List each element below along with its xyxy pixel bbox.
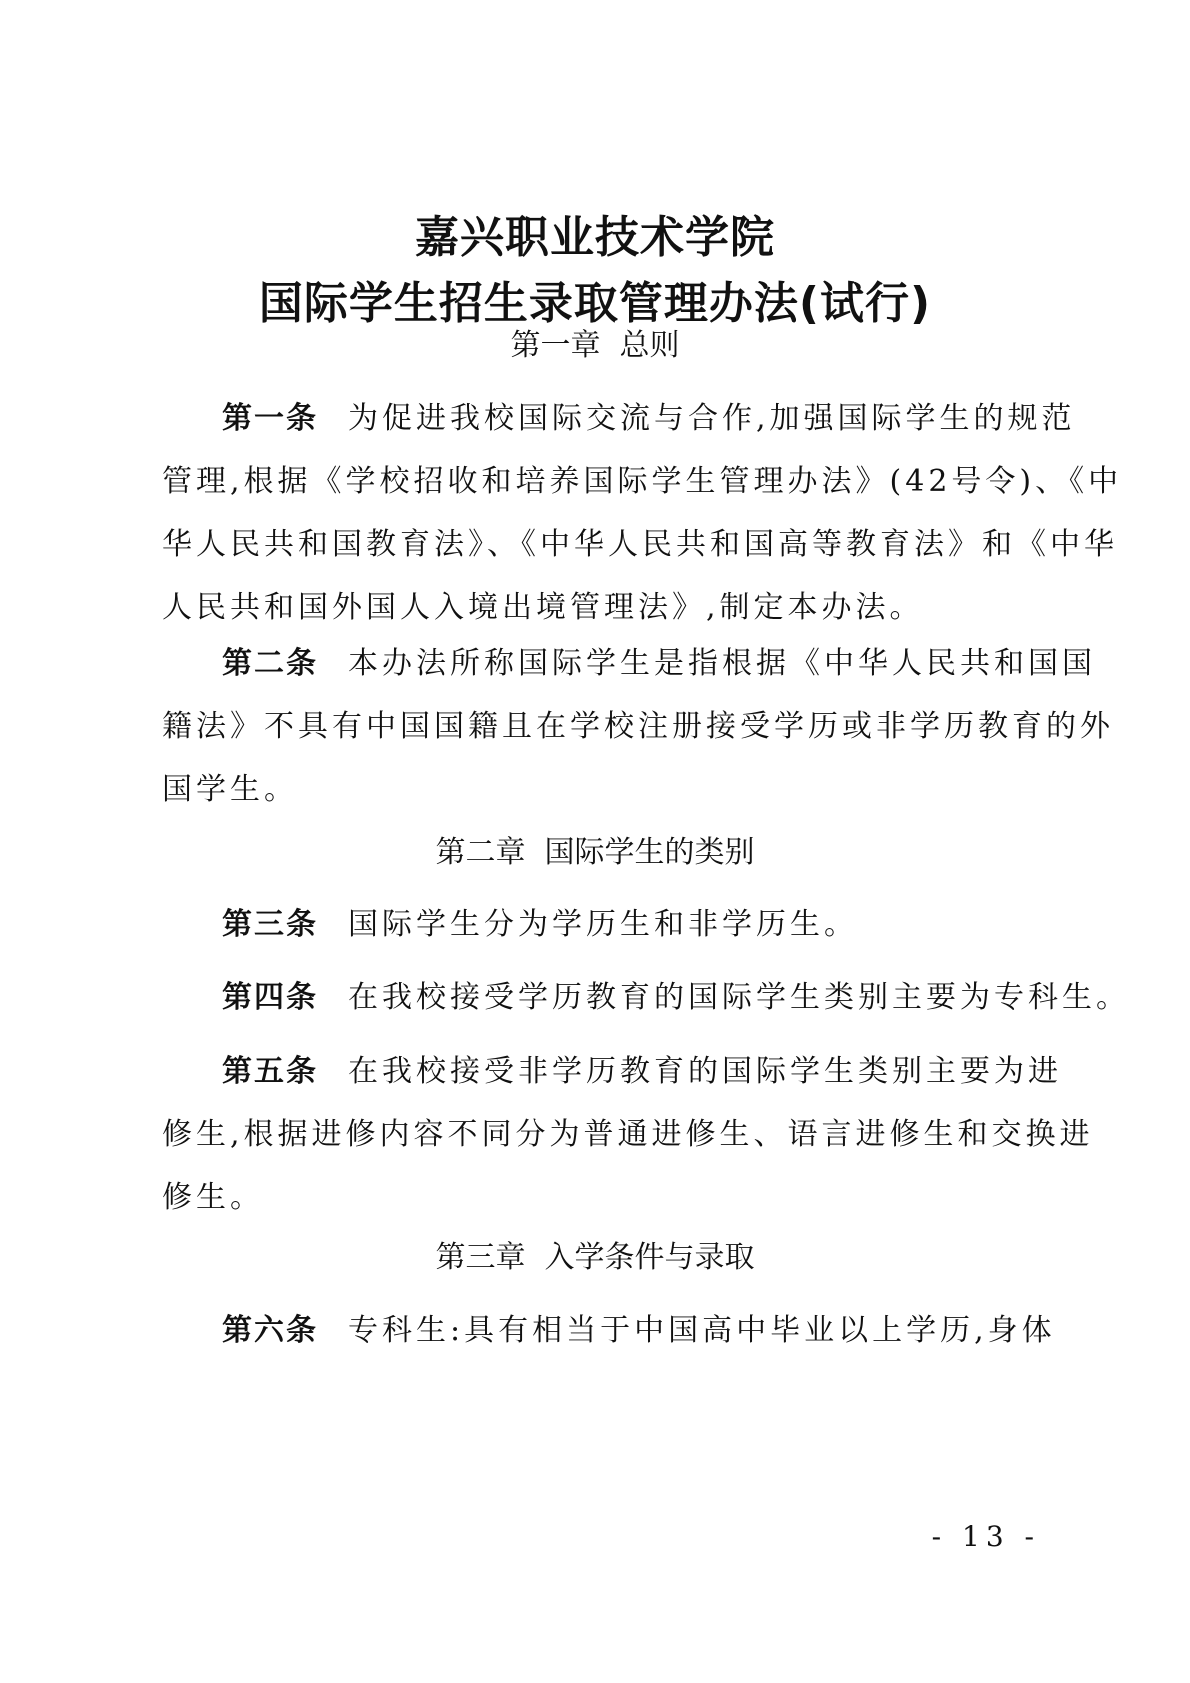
article-text: 籍法》不具有中国国籍且在学校注册接受学历或非学历教育的外 [162, 709, 1114, 744]
article-4 [162, 966, 1130, 1029]
article-text: 为促进我校国际交流与合作,加强国际学生的规范 [348, 401, 1076, 436]
article-label: 第四条 [222, 980, 318, 1015]
article-5 [162, 1040, 1094, 1229]
article-6 [162, 1299, 1056, 1362]
chapter-heading-2: 第二章 国际学生的类别 [435, 835, 755, 870]
article-text: 修生。 [162, 1180, 264, 1215]
article-text: 华人民共和国教育法》、《中华人民共和国高等教育法》和《中华 [162, 527, 1118, 562]
chapter-heading-3: 第三章 入学条件与录取 [435, 1240, 755, 1275]
article-text: 修生,根据进修内容不同分为普通进修生、语言进修生和交换进 [162, 1117, 1094, 1152]
page-number: - 13 - [931, 1520, 1040, 1553]
article-2 [162, 632, 1114, 821]
article-text: 国际学生分为学历生和非学历生。 [348, 907, 858, 942]
article-label: 第二条 [222, 646, 318, 681]
article-label: 第三条 [222, 907, 318, 942]
article-text: 在我校接受学历教育的国际学生类别主要为专科生。 [348, 980, 1130, 1015]
article-3 [162, 893, 1042, 956]
article-label: 第一条 [222, 401, 318, 436]
document-title [0, 205, 1190, 337]
article-text: 管理,根据《学校招收和培养国际学生管理办法》(42号令)、《中 [162, 464, 1123, 499]
chapter-heading-1: 第一章 总则 [510, 328, 680, 363]
title-line-regulation: 国际学生招生录取管理办法(试行) [258, 278, 932, 329]
article-label: 第五条 [222, 1054, 318, 1089]
title-line-institution: 嘉兴职业技术学院 [415, 212, 775, 263]
article-1 [162, 387, 1123, 639]
article-label: 第六条 [222, 1313, 318, 1348]
article-text: 本办法所称国际学生是指根据《中华人民共和国国 [348, 646, 1096, 681]
article-text: 在我校接受非学历教育的国际学生类别主要为进 [348, 1054, 1062, 1089]
article-text: 专科生:具有相当于中国高中毕业以上学历,身体 [348, 1313, 1056, 1348]
article-text: 国学生。 [162, 772, 298, 807]
article-text: 人民共和国外国人入境出境管理法》,制定本办法。 [162, 590, 924, 625]
